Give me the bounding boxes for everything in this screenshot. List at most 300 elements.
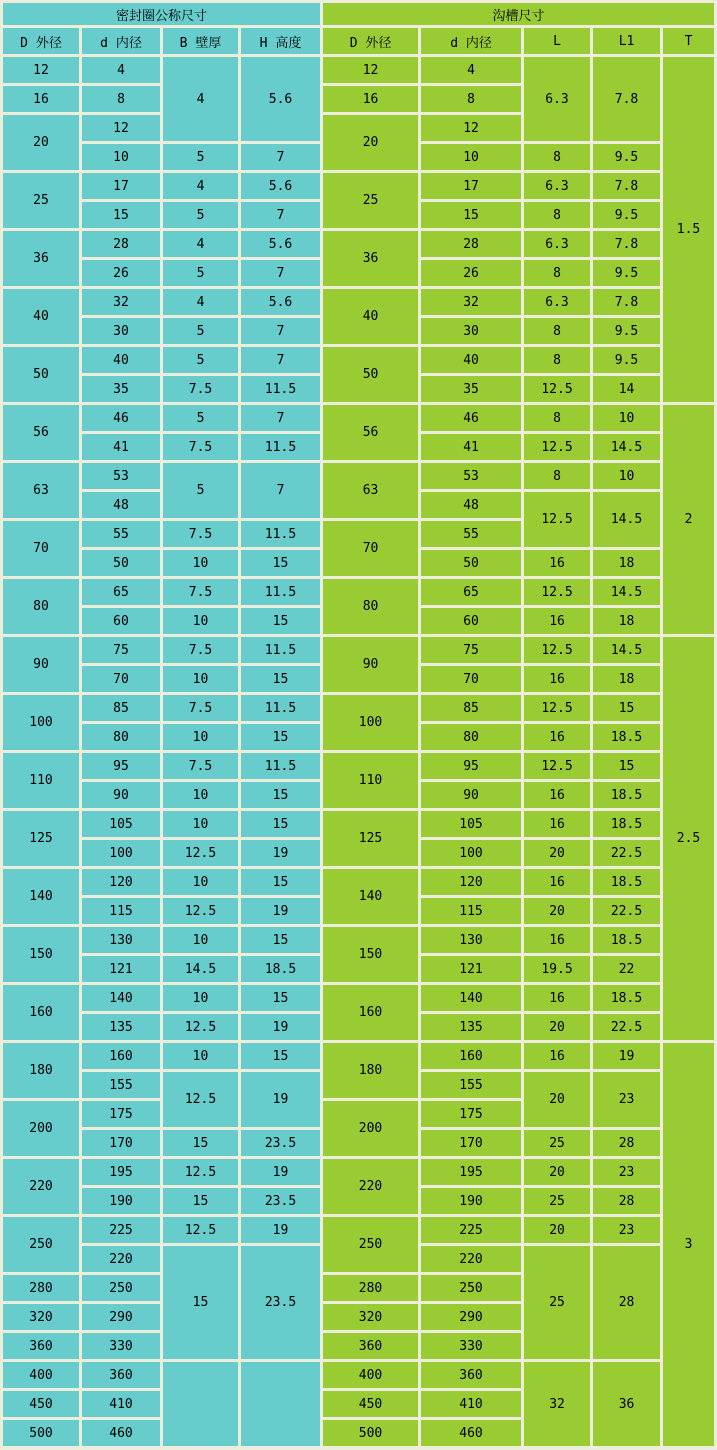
- table-cell: 7.8: [593, 57, 660, 141]
- table-cell: 22.5: [593, 840, 660, 866]
- table-cell: 80: [82, 724, 160, 750]
- table-cell: 8: [82, 86, 160, 112]
- table-cell: 8: [524, 347, 590, 373]
- table-cell: 360: [82, 1362, 160, 1388]
- table-cell: 90: [421, 782, 521, 808]
- table-cell: 7.8: [593, 173, 660, 199]
- table-cell: 15: [163, 1130, 238, 1156]
- table-cell: 25: [524, 1246, 590, 1359]
- table-cell: 11.5: [241, 695, 320, 721]
- table-cell: 6.3: [524, 57, 590, 141]
- table-cell: 23: [593, 1159, 660, 1185]
- table-cell: 10: [163, 1043, 238, 1069]
- table-cell: 12.5: [163, 1159, 238, 1185]
- table-cell: 410: [82, 1391, 160, 1417]
- table-cell: 7.8: [593, 289, 660, 315]
- table-cell: 16: [524, 724, 590, 750]
- col-header-D-outer-groove: D 外径: [323, 28, 418, 54]
- table-cell: 7.8: [593, 231, 660, 257]
- table-cell: 2: [663, 405, 714, 634]
- table-cell: 5: [163, 405, 238, 431]
- table-cell: 23.5: [241, 1130, 320, 1156]
- table-cell: 130: [82, 927, 160, 953]
- table-cell: 16: [524, 550, 590, 576]
- table-cell: 7: [241, 405, 320, 431]
- table-cell: 18.5: [593, 782, 660, 808]
- table-cell: 55: [421, 521, 521, 547]
- table-cell: 5.6: [241, 231, 320, 257]
- table-cell: 15: [241, 927, 320, 953]
- table-cell: 70: [323, 521, 418, 576]
- table-cell: 32: [524, 1362, 590, 1446]
- table-cell: 5: [163, 202, 238, 228]
- col-header-d-inner-groove: d 内径: [421, 28, 521, 54]
- table-cell: 14.5: [593, 434, 660, 460]
- table-cell: 40: [82, 347, 160, 373]
- table-cell: 20: [524, 1072, 590, 1127]
- table-cell: 25: [323, 173, 418, 228]
- table-cell: 15: [241, 869, 320, 895]
- table-cell: 500: [3, 1420, 79, 1446]
- table-cell: 16: [524, 666, 590, 692]
- table-cell: 8: [524, 144, 590, 170]
- table-cell: 63: [3, 463, 79, 518]
- table-cell: 7.5: [163, 695, 238, 721]
- table-cell: 80: [323, 579, 418, 634]
- table-cell: 10: [163, 869, 238, 895]
- table-cell: 14.5: [163, 956, 238, 982]
- table-cell: 26: [421, 260, 521, 286]
- table-cell: 20: [524, 1014, 590, 1040]
- table-body: [3, 57, 714, 1446]
- table-cell: 220: [3, 1159, 79, 1214]
- table-cell: 140: [323, 869, 418, 924]
- table-cell: 175: [82, 1101, 160, 1127]
- table-cell: 140: [421, 985, 521, 1011]
- table-cell: 19: [593, 1043, 660, 1069]
- table-cell: 28: [593, 1130, 660, 1156]
- table-cell: 18: [593, 608, 660, 634]
- table-cell: 190: [421, 1188, 521, 1214]
- table-cell: 23: [593, 1217, 660, 1243]
- table-cell: 7: [241, 260, 320, 286]
- table-cell: 7: [241, 202, 320, 228]
- table-cell: 460: [421, 1420, 521, 1446]
- table-cell: 140: [3, 869, 79, 924]
- table-cell: 410: [421, 1391, 521, 1417]
- table-cell: 15: [163, 1188, 238, 1214]
- table-cell: 11.5: [241, 521, 320, 547]
- table-cell: 28: [82, 231, 160, 257]
- seal-section-title: 密封圈公称尺寸: [3, 3, 320, 25]
- table-cell: 15: [241, 985, 320, 1011]
- table-cell: 10: [163, 608, 238, 634]
- table-cell: 30: [421, 318, 521, 344]
- table-cell: 85: [421, 695, 521, 721]
- table-cell: 18: [593, 666, 660, 692]
- table-cell: 9.5: [593, 144, 660, 170]
- table-cell: 11.5: [241, 434, 320, 460]
- table-cell: 16: [524, 811, 590, 837]
- table-cell: 121: [421, 956, 521, 982]
- table-cell: 46: [421, 405, 521, 431]
- table-cell: 5.6: [241, 57, 320, 141]
- table-cell: 400: [3, 1362, 79, 1388]
- table-cell: 15: [241, 550, 320, 576]
- col-header-d-inner-seal: d 内径: [82, 28, 160, 54]
- table-cell: 10: [421, 144, 521, 170]
- table-cell: 320: [323, 1304, 418, 1330]
- table-cell: 36: [323, 231, 418, 286]
- table-cell: 15: [241, 666, 320, 692]
- table-cell: 7: [241, 463, 320, 518]
- table-cell: 90: [3, 637, 79, 692]
- table-cell: 12.5: [163, 1014, 238, 1040]
- table-cell: 125: [3, 811, 79, 866]
- table-cell: 105: [82, 811, 160, 837]
- table-cell: 22: [593, 956, 660, 982]
- table-cell: 330: [421, 1333, 521, 1359]
- table-cell: 23.5: [241, 1246, 320, 1359]
- table-cell: 12.5: [524, 637, 590, 663]
- table-cell: 41: [421, 434, 521, 460]
- table-cell: 7: [241, 144, 320, 170]
- table-row: [3, 869, 714, 895]
- table-cell: 12.5: [524, 492, 590, 547]
- table-cell: 4: [421, 57, 521, 83]
- table-cell: 155: [82, 1072, 160, 1098]
- table-cell: 5: [163, 144, 238, 170]
- table-cell: 10: [163, 724, 238, 750]
- table-cell: 7.5: [163, 753, 238, 779]
- table-cell: 12: [3, 57, 79, 83]
- table-cell: 250: [421, 1275, 521, 1301]
- table-cell: 15: [241, 782, 320, 808]
- table-cell: 220: [82, 1246, 160, 1272]
- table-cell: 100: [3, 695, 79, 750]
- table-cell: 18.5: [241, 956, 320, 982]
- table-row: [3, 753, 714, 779]
- table-row: [3, 985, 714, 1011]
- table-cell: 36: [593, 1362, 660, 1446]
- table-cell: 19: [241, 840, 320, 866]
- table-cell: 70: [82, 666, 160, 692]
- table-cell: 160: [421, 1043, 521, 1069]
- table-cell: 46: [82, 405, 160, 431]
- table-cell: 63: [323, 463, 418, 518]
- table-cell: 18: [593, 550, 660, 576]
- table-cell: 48: [421, 492, 521, 518]
- table-cell: 200: [3, 1101, 79, 1156]
- table-cell: 5.6: [241, 289, 320, 315]
- table-cell: 16: [524, 608, 590, 634]
- table-cell: 10: [593, 463, 660, 489]
- table-cell: 5: [163, 260, 238, 286]
- table-cell: 20: [3, 115, 79, 170]
- table-row: [3, 695, 714, 721]
- table-cell: 15: [241, 811, 320, 837]
- table-cell: 14.5: [593, 637, 660, 663]
- table-cell: 19: [241, 1159, 320, 1185]
- table-cell: 40: [421, 347, 521, 373]
- table-cell: 12.5: [163, 898, 238, 924]
- table-cell: 30: [82, 318, 160, 344]
- table-cell: 41: [82, 434, 160, 460]
- table-cell: 280: [3, 1275, 79, 1301]
- table-cell: 180: [3, 1043, 79, 1098]
- table-cell: 115: [82, 898, 160, 924]
- table-cell: 26: [82, 260, 160, 286]
- table-cell: 19.5: [524, 956, 590, 982]
- table-row: [3, 347, 714, 373]
- table-row: [3, 405, 714, 431]
- table-cell: 150: [323, 927, 418, 982]
- table-cell: 220: [323, 1159, 418, 1214]
- table-cell: 65: [82, 579, 160, 605]
- table-cell: 360: [421, 1362, 521, 1388]
- table-cell: 195: [82, 1159, 160, 1185]
- table-cell: 9.5: [593, 318, 660, 344]
- table-cell: 160: [323, 985, 418, 1040]
- table-cell: 135: [421, 1014, 521, 1040]
- table-cell: 53: [82, 463, 160, 489]
- table-cell: 50: [323, 347, 418, 402]
- table-cell: 1.5: [663, 57, 714, 402]
- table-cell: 320: [3, 1304, 79, 1330]
- table-cell: 330: [82, 1333, 160, 1359]
- table-cell: 15: [241, 608, 320, 634]
- table-cell: 175: [421, 1101, 521, 1127]
- table-cell: 180: [323, 1043, 418, 1098]
- table-row: [3, 579, 714, 605]
- table-cell: 11.5: [241, 376, 320, 402]
- table-cell: 12.5: [524, 579, 590, 605]
- table-cell: 19: [241, 898, 320, 924]
- table-cell: 4: [82, 57, 160, 83]
- table-cell: 12: [82, 115, 160, 141]
- table-cell: 290: [82, 1304, 160, 1330]
- table-cell: 19: [241, 1014, 320, 1040]
- table-cell: 250: [3, 1217, 79, 1272]
- table-cell: 70: [3, 521, 79, 576]
- table-cell: 120: [82, 869, 160, 895]
- table-cell: 9.5: [593, 260, 660, 286]
- table-cell: 16: [524, 782, 590, 808]
- table-cell: 75: [82, 637, 160, 663]
- table-cell: 225: [82, 1217, 160, 1243]
- table-cell: 11.5: [241, 753, 320, 779]
- table-cell: 22.5: [593, 898, 660, 924]
- table-cell: 22.5: [593, 1014, 660, 1040]
- table-cell: 10: [163, 985, 238, 1011]
- table-cell: 60: [82, 608, 160, 634]
- table-cell: 20: [524, 1217, 590, 1243]
- table-cell: 53: [421, 463, 521, 489]
- table-cell: 23: [593, 1072, 660, 1127]
- table-cell: 290: [421, 1304, 521, 1330]
- table-cell: 250: [323, 1217, 418, 1272]
- groove-section-title: 沟槽尺寸: [323, 3, 714, 25]
- table-cell: 18.5: [593, 869, 660, 895]
- table-cell: 12.5: [524, 434, 590, 460]
- table-cell: 16: [524, 869, 590, 895]
- table-cell: 56: [3, 405, 79, 460]
- table-cell: 90: [82, 782, 160, 808]
- table-row: [3, 57, 714, 83]
- table-cell: 12.5: [524, 376, 590, 402]
- table-row: [3, 1043, 714, 1069]
- table-row: [3, 927, 714, 953]
- table-cell: 50: [421, 550, 521, 576]
- col-header-T: T: [663, 28, 714, 54]
- table-cell: 35: [82, 376, 160, 402]
- table-cell: 12.5: [163, 1217, 238, 1243]
- table-cell: 10: [163, 927, 238, 953]
- table-cell: 360: [323, 1333, 418, 1359]
- table-row: [3, 637, 714, 663]
- table-cell: 18.5: [593, 985, 660, 1011]
- table-cell: 14.5: [593, 492, 660, 547]
- table-cell: 8: [524, 463, 590, 489]
- table-cell: 28: [593, 1246, 660, 1359]
- table-cell: 160: [82, 1043, 160, 1069]
- table-cell: 121: [82, 956, 160, 982]
- col-header-B-wall: B 壁厚: [163, 28, 238, 54]
- table-title-row: [3, 3, 714, 25]
- table-cell: 36: [3, 231, 79, 286]
- table-cell: 220: [421, 1246, 521, 1272]
- table-cell: 7.5: [163, 521, 238, 547]
- table-cell: 15: [593, 695, 660, 721]
- table-cell: 6.3: [524, 289, 590, 315]
- table-cell: 100: [421, 840, 521, 866]
- table-cell: 8: [524, 318, 590, 344]
- table-cell: 100: [82, 840, 160, 866]
- table-cell: 200: [323, 1101, 418, 1156]
- table-cell: 100: [323, 695, 418, 750]
- table-cell: 6.3: [524, 173, 590, 199]
- table-cell: 7.5: [163, 637, 238, 663]
- table-cell: 195: [421, 1159, 521, 1185]
- table-cell: 60: [421, 608, 521, 634]
- table-cell: 50: [82, 550, 160, 576]
- table-cell: 160: [3, 985, 79, 1040]
- table-cell: 32: [82, 289, 160, 315]
- table-cell: 12: [421, 115, 521, 141]
- table-cell: 23.5: [241, 1188, 320, 1214]
- table-cell: 150: [3, 927, 79, 982]
- table-cell: 48: [82, 492, 160, 518]
- table-cell: 360: [3, 1333, 79, 1359]
- table-cell: 8: [524, 405, 590, 431]
- table-cell: 15: [421, 202, 521, 228]
- table-cell: 280: [323, 1275, 418, 1301]
- table-cell: 14: [593, 376, 660, 402]
- table-cell: 11.5: [241, 637, 320, 663]
- table-cell: 170: [421, 1130, 521, 1156]
- table-cell: 40: [3, 289, 79, 344]
- table-cell: 10: [163, 550, 238, 576]
- table-cell: 20: [524, 1159, 590, 1185]
- table-cell: 155: [421, 1072, 521, 1098]
- table-cell: 16: [524, 985, 590, 1011]
- table-row: [3, 231, 714, 257]
- table-cell: 19: [241, 1072, 320, 1127]
- table-cell: 5.6: [241, 173, 320, 199]
- table-cell: 18.5: [593, 724, 660, 750]
- table-cell: 7: [241, 318, 320, 344]
- table-cell: 7.5: [163, 434, 238, 460]
- table-cell: 170: [82, 1130, 160, 1156]
- table-cell: 12.5: [524, 753, 590, 779]
- table-cell: 500: [323, 1420, 418, 1446]
- table-row: [3, 1362, 714, 1388]
- table-cell: 85: [82, 695, 160, 721]
- table-cell: 17: [421, 173, 521, 199]
- table-cell: 9.5: [593, 202, 660, 228]
- table-cell: 20: [323, 115, 418, 170]
- table-cell: 10: [593, 405, 660, 431]
- col-header-L1: L1: [593, 28, 660, 54]
- table-cell: 25: [524, 1130, 590, 1156]
- table-cell: 11.5: [241, 579, 320, 605]
- table-row: [3, 463, 714, 489]
- table-cell: [163, 1362, 238, 1446]
- table-cell: 10: [163, 782, 238, 808]
- table-cell: 95: [421, 753, 521, 779]
- table-cell: 12.5: [163, 1072, 238, 1127]
- table-cell: 10: [163, 666, 238, 692]
- table-cell: 8: [524, 202, 590, 228]
- table-cell: 250: [82, 1275, 160, 1301]
- table-cell: 460: [82, 1420, 160, 1446]
- table-cell: 7.5: [163, 579, 238, 605]
- table-cell: 110: [3, 753, 79, 808]
- col-header-H-height: H 高度: [241, 28, 320, 54]
- table-cell: 75: [421, 637, 521, 663]
- table-cell: 12: [323, 57, 418, 83]
- table-cell: 450: [3, 1391, 79, 1417]
- table-row: [3, 1217, 714, 1243]
- table-cell: 9.5: [593, 347, 660, 373]
- table-cell: 4: [163, 231, 238, 257]
- table-cell: 12.5: [163, 840, 238, 866]
- table-cell: 105: [421, 811, 521, 837]
- table-cell: 8: [421, 86, 521, 112]
- table-cell: 2.5: [663, 637, 714, 1040]
- table-cell: 15: [593, 753, 660, 779]
- table-cell: 28: [593, 1188, 660, 1214]
- table-cell: 10: [82, 144, 160, 170]
- table-cell: 400: [323, 1362, 418, 1388]
- table-cell: 80: [3, 579, 79, 634]
- table-cell: 50: [3, 347, 79, 402]
- table-cell: 35: [421, 376, 521, 402]
- table-cell: 40: [323, 289, 418, 344]
- table-cell: 80: [421, 724, 521, 750]
- table-cell: 56: [323, 405, 418, 460]
- table-cell: 10: [163, 811, 238, 837]
- col-header-L: L: [524, 28, 590, 54]
- table-cell: 95: [82, 753, 160, 779]
- table-cell: 8: [524, 260, 590, 286]
- table-cell: 140: [82, 985, 160, 1011]
- table-row: [3, 173, 714, 199]
- table-cell: 20: [524, 898, 590, 924]
- table-cell: 55: [82, 521, 160, 547]
- table-cell: [241, 1362, 320, 1446]
- table-cell: 15: [241, 724, 320, 750]
